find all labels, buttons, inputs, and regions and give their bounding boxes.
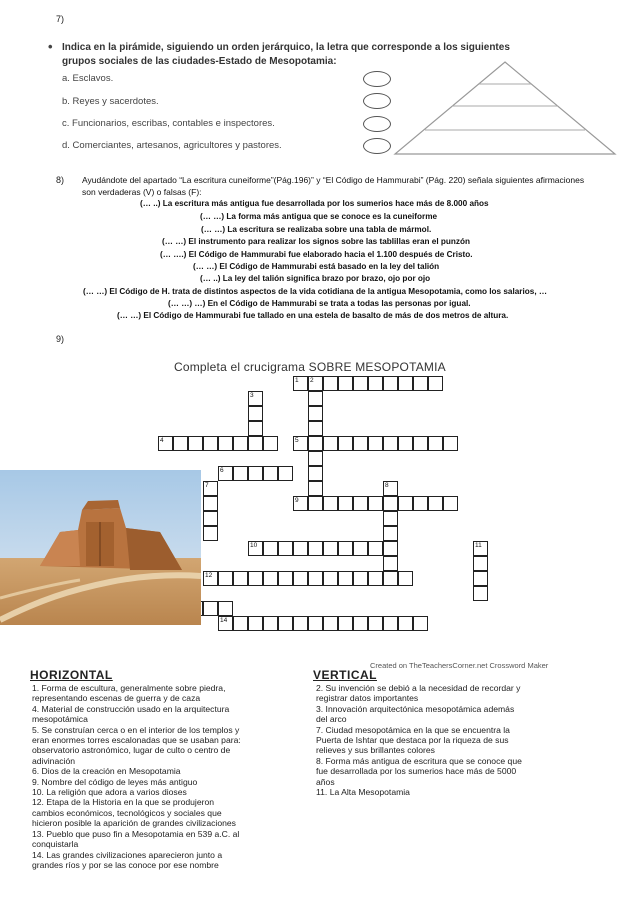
crossword-cell[interactable] xyxy=(173,436,188,451)
statement-2: (… …) La forma más antigua que se conoce es la cuneiforme xyxy=(200,212,438,221)
clue-line: adivinación xyxy=(32,755,75,766)
clue-line: conquistarla xyxy=(32,839,79,850)
clue-line: relieves y sus brillantes colores xyxy=(316,745,435,756)
crossword-cell[interactable] xyxy=(383,571,398,586)
clue-number-label: 10 xyxy=(250,542,258,549)
crossword-cell[interactable] xyxy=(263,571,278,586)
crossword-cell[interactable] xyxy=(248,406,263,421)
crossword-cell[interactable] xyxy=(413,436,428,451)
crossword-cell[interactable] xyxy=(308,571,323,586)
crossword-cell[interactable] xyxy=(188,436,203,451)
crossword-cell[interactable] xyxy=(398,436,413,451)
crossword-cell[interactable] xyxy=(323,496,338,511)
crossword-cell[interactable] xyxy=(368,436,383,451)
crossword-cell[interactable] xyxy=(308,391,323,406)
crossword-cell[interactable] xyxy=(203,511,218,526)
answer-oval-2[interactable] xyxy=(363,93,391,109)
question-7-instruction: Indica en la pirámide, siguiendo un orden jerárquico, la letra que corresponde a los siguientes grupos sociales de las ciudades-Estado de Mesopotamia: xyxy=(62,42,510,67)
answer-oval-4[interactable] xyxy=(363,138,391,154)
crossword-cell[interactable] xyxy=(383,511,398,526)
clue-line: 4. Material de construcción usado en la arquitectura xyxy=(32,703,230,714)
clue-number-label: 7 xyxy=(205,482,209,489)
clue-line: cambios económicos, tecnológicos y sociales que xyxy=(32,807,222,818)
crossword-cell[interactable] xyxy=(323,571,338,586)
crossword-cell[interactable] xyxy=(473,586,488,601)
crossword-cell[interactable] xyxy=(473,556,488,571)
crossword-cell[interactable] xyxy=(248,436,263,451)
crossword-cell[interactable] xyxy=(368,616,383,631)
statement-5: (… ….) El Código de Hammurabi fue elaborado hacia el 1.100 después de Cristo. xyxy=(160,250,473,259)
crossword-cell[interactable] xyxy=(248,616,263,631)
crossword-cell[interactable] xyxy=(308,436,323,451)
crossword-cell[interactable] xyxy=(248,421,263,436)
social-group-a: a. Esclavos. xyxy=(62,73,114,84)
question-8-number: 8) xyxy=(56,175,65,185)
crossword-cell[interactable] xyxy=(353,376,368,391)
statement-9: (… …) …) En el Código de Hammurabi se trata a todas las personas por igual. xyxy=(168,299,471,308)
crossword-cell[interactable] xyxy=(383,541,398,556)
crossword-cell[interactable] xyxy=(398,616,413,631)
crossword-cell[interactable] xyxy=(323,436,338,451)
clue-line: 11. La Alta Mesopotamia xyxy=(316,787,410,798)
statement-8: (… …) El Código de H. trata de distintos aspectos de la vida cotidiana de la antigua Mesopotamia, como los salarios, … xyxy=(83,287,548,296)
clue-line: registrar datos importantes xyxy=(316,693,419,704)
clue-number-label: 3 xyxy=(250,392,254,399)
crossword-cell[interactable] xyxy=(443,496,458,511)
crossword-cell[interactable] xyxy=(278,616,293,631)
clue-line: observatorio astronómico, lugar de culto o centro de xyxy=(32,745,231,756)
question-9-number: 9) xyxy=(56,334,65,344)
clue-line: 12. Etapa de la Historia en la que se produjeron xyxy=(32,797,215,808)
crossword-cell[interactable] xyxy=(203,601,218,616)
clue-number-label: 11 xyxy=(475,542,482,549)
crossword-cell[interactable] xyxy=(218,601,233,616)
clue-number-label: 2 xyxy=(310,377,314,384)
crossword-cell[interactable] xyxy=(383,616,398,631)
clue-number-label: 9 xyxy=(295,497,299,504)
crossword-cell[interactable] xyxy=(473,571,488,586)
crossword-cell[interactable] xyxy=(203,496,218,511)
crossword-cell[interactable] xyxy=(353,616,368,631)
crossword-cell[interactable] xyxy=(308,451,323,466)
crossword-cell[interactable] xyxy=(383,526,398,541)
clue-line: 9. Nombre del código de leyes más antiguo xyxy=(32,776,198,787)
statement-7: (… ..) La ley del talión significa brazo por brazo, ojo por ojo xyxy=(200,274,431,283)
answer-oval-1[interactable] xyxy=(363,71,391,87)
clue-line: del arco xyxy=(316,714,347,725)
crossword-cell[interactable] xyxy=(323,376,338,391)
crossword-cell[interactable] xyxy=(338,571,353,586)
crossword-cell[interactable] xyxy=(338,541,353,556)
crossword-cell[interactable] xyxy=(233,466,248,481)
crossword-cell[interactable] xyxy=(398,571,413,586)
crossword-cell[interactable] xyxy=(263,466,278,481)
crossword-cell[interactable] xyxy=(353,496,368,511)
crossword-cell[interactable] xyxy=(323,541,338,556)
clue-line: mesopotámica xyxy=(32,714,88,725)
clue-number-label: 6 xyxy=(220,467,224,474)
clue-line: eran enormes torres escalonadas que se usaban para: xyxy=(32,735,241,746)
crossword-cell[interactable] xyxy=(308,421,323,436)
crossword-cell[interactable] xyxy=(203,436,218,451)
crossword-cell[interactable] xyxy=(428,436,443,451)
crossword-cell[interactable] xyxy=(428,376,443,391)
crossword-cell[interactable] xyxy=(368,376,383,391)
horizontal-heading: HORIZONTAL xyxy=(30,668,113,682)
clue-number-label: 8 xyxy=(385,482,389,489)
question-8-intro: Ayudándote del apartado “La escritura cuneiforme”(Pág.196)” y “El Código de Hammurabi” (Pág. 220) señala siguientes afirmaciones xyxy=(82,175,585,185)
crossword-cell[interactable] xyxy=(338,616,353,631)
clue-line: 6. Dios de la creación en Mesopotamia xyxy=(32,766,181,777)
clue-line: hicieron posible la aparición de grandes civilizaciones xyxy=(32,818,236,829)
crossword-cell[interactable] xyxy=(293,541,308,556)
crossword-cell[interactable] xyxy=(308,466,323,481)
crossword-cell[interactable] xyxy=(308,541,323,556)
crossword-cell[interactable] xyxy=(413,496,428,511)
clue-line: 8. Forma más antigua de escritura que se conoce que xyxy=(316,755,522,766)
crossword-cell[interactable] xyxy=(323,616,338,631)
crossword-cell[interactable] xyxy=(248,571,263,586)
clue-line: 3. Innovación arquitectónica mesopotámica además xyxy=(316,703,515,714)
crossword-cell[interactable] xyxy=(383,556,398,571)
crossword-cell[interactable] xyxy=(383,496,398,511)
answer-oval-3[interactable] xyxy=(363,116,391,132)
crossword-cell[interactable] xyxy=(353,436,368,451)
clue-line: 5. Se construían cerca o en el interior de los templos y xyxy=(32,724,240,735)
crossword-cell[interactable] xyxy=(248,466,263,481)
clue-line: 7. Ciudad mesopotámica en la que se encuentra la xyxy=(316,724,510,735)
crossword-title: Completa el crucigrama SOBRE MESOPOTAMIA xyxy=(174,360,446,374)
clue-number-label: 12 xyxy=(205,572,213,579)
clue-line: años xyxy=(316,776,335,787)
statement-4: (… …) El instrumento para realizar los signos sobre las tablillas eran el punzón xyxy=(162,237,471,246)
social-group-b: b. Reyes y sacerdotes. xyxy=(62,96,159,107)
crossword-cell[interactable] xyxy=(398,496,413,511)
clue-number-label: 5 xyxy=(295,437,299,444)
crossword-cell[interactable] xyxy=(338,436,353,451)
crossword-cell[interactable] xyxy=(383,436,398,451)
crossword-cell[interactable] xyxy=(368,541,383,556)
crossword-cell[interactable] xyxy=(413,616,428,631)
crossword-cell[interactable] xyxy=(308,496,323,511)
vertical-heading: VERTICAL xyxy=(313,668,377,682)
crossword-cell[interactable] xyxy=(278,541,293,556)
question-8-intro-cont: son verdaderas (V) o falsas (F): xyxy=(82,187,202,197)
crossword-cell[interactable] xyxy=(263,541,278,556)
clue-number-label: 14 xyxy=(220,617,228,624)
social-group-c: c. Funcionarios, escribas, contables e inspectores. xyxy=(62,118,275,129)
crossword-cell[interactable] xyxy=(398,376,413,391)
crossword-cell[interactable] xyxy=(338,496,353,511)
crossword-cell[interactable] xyxy=(263,436,278,451)
clue-number-label: 1 xyxy=(295,377,299,384)
clue-line: 13. Pueblo que puso fin a Mesopotamia en 539 a.C. al xyxy=(32,828,240,839)
horizontal-clues xyxy=(32,683,322,870)
clue-line: 2. Su invención se debió a la necesidad de recordar y xyxy=(316,683,521,693)
clue-line: Puerta de Ishtar que destaca por la riqueza de sus xyxy=(316,735,509,746)
crossword-cell[interactable] xyxy=(308,616,323,631)
clue-line: 1. Forma de escultura, generalmente sobre piedra, xyxy=(32,683,226,693)
crossword-credit: Created on TheTeachersCorner.net Crossword Maker xyxy=(370,661,549,670)
crossword-cell[interactable] xyxy=(353,541,368,556)
clue-line: representando escenas de guerra y de caza xyxy=(32,693,201,704)
crossword-cell[interactable] xyxy=(353,571,368,586)
crossword-cell[interactable] xyxy=(383,376,398,391)
crossword-cell[interactable] xyxy=(263,616,278,631)
clue-line: grandes ríos y por se las conoce por ese nombre xyxy=(32,859,219,870)
clue-line: 14. Las grandes civilizaciones aparecieron junto a xyxy=(32,849,223,860)
crossword-cell[interactable] xyxy=(278,466,293,481)
crossword-cell[interactable] xyxy=(413,376,428,391)
crossword-cell[interactable] xyxy=(278,571,293,586)
crossword-cell[interactable] xyxy=(308,481,323,496)
statement-3: (… …) La escritura se realizaba sobre una tabla de mármol. xyxy=(201,225,432,234)
crossword-cell[interactable] xyxy=(368,496,383,511)
pyramid-outline xyxy=(395,62,615,154)
statement-10: (… …) El Código de Hammurabi fue tallado en una estela de basalto de más de dos metros de altura. xyxy=(117,311,509,320)
crossword-cell[interactable] xyxy=(233,571,248,586)
crossword-cell[interactable] xyxy=(293,571,308,586)
statement-6: (… …) El Código de Hammurabi está basado en la ley del talión xyxy=(193,262,440,271)
crossword-cell[interactable] xyxy=(368,571,383,586)
crossword-cell[interactable] xyxy=(338,376,353,391)
clue-line: 10. La religión que adora a varios dioses xyxy=(32,787,187,798)
crossword-cell[interactable] xyxy=(308,406,323,421)
pyramid-diagram xyxy=(390,58,620,158)
crossword-cell[interactable] xyxy=(293,616,308,631)
social-group-d: d. Comerciantes, artesanos, agricultores y pastores. xyxy=(62,140,282,151)
crossword-cell[interactable] xyxy=(203,526,218,541)
crossword-cell[interactable] xyxy=(218,436,233,451)
ziggurat-photo xyxy=(0,470,201,625)
statement-1: (… ..) La escritura más antigua fue desarrollada por los sumerios hace más de 8.000 años xyxy=(140,199,489,208)
crossword-cell[interactable] xyxy=(233,436,248,451)
clue-number-label: 4 xyxy=(160,437,164,444)
clue-line: fue desarrollada por los sumerios hace más de 5000 xyxy=(316,766,517,777)
vertical-clues xyxy=(316,683,616,797)
crossword-cell[interactable] xyxy=(218,571,233,586)
bullet-icon: • xyxy=(48,39,53,54)
question-7-number: 7) xyxy=(56,14,65,24)
crossword-cell[interactable] xyxy=(428,496,443,511)
crossword-cell[interactable] xyxy=(443,436,458,451)
crossword-cell[interactable] xyxy=(233,616,248,631)
